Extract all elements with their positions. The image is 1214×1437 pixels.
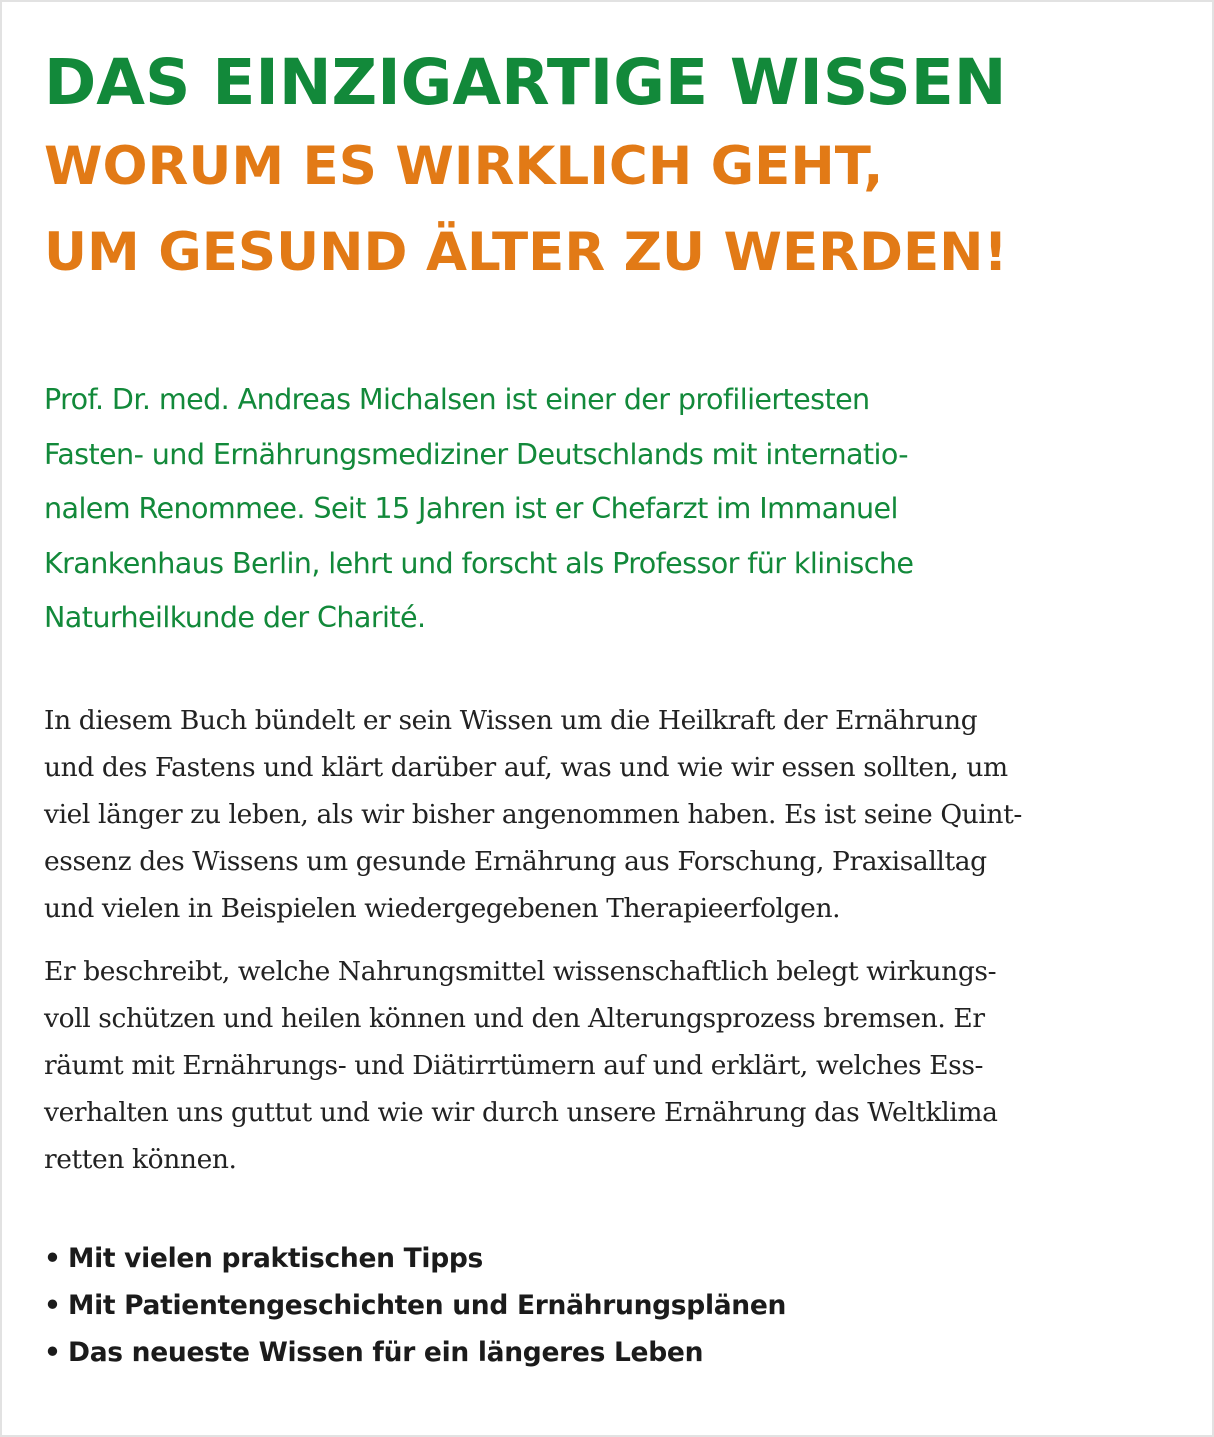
headline-secondary-line-2: UM GESUND ÄLTER ZU WERDEN!	[44, 222, 1008, 283]
bullet-marker: •	[44, 1289, 61, 1321]
description-line: voll schützen und heilen können und den Alterungsprozess bremsen. Er	[44, 1002, 985, 1034]
author-intro	[44, 372, 1174, 645]
author-intro-line: nalem Renommee. Seit 15 Jahren ist er Chefarzt im Immanuel	[44, 491, 898, 525]
description-line: Er beschreibt, welche Nahrungsmittel wissenschaftlich belegt wirkungs-	[44, 955, 997, 987]
description-line: viel länger zu leben, als wir bisher angenommen haben. Es ist seine Quint-	[44, 798, 1022, 830]
description-paragraph-2	[44, 948, 1174, 1183]
cover-text-block	[44, 42, 1174, 1376]
feature-bullet-item	[44, 1235, 1174, 1282]
description-line: und vielen in Beispielen wiedergegebenen Therapieerfolgen.	[44, 892, 841, 924]
author-intro-line: Fasten- und Ernährungsmediziner Deutschlands mit internatio-	[44, 436, 909, 471]
feature-bullet-item	[44, 1329, 1174, 1376]
description-line: und des Fastens und klärt darüber auf, was und wie wir essen sollten, um	[44, 751, 1008, 783]
description-line: essenz des Wissens um gesunde Ernährung aus Forschung, Praxisalltag	[44, 845, 987, 877]
bullet-marker: •	[44, 1242, 61, 1274]
author-intro-line: Prof. Dr. med. Andreas Michalsen ist einer der profiliertesten	[44, 382, 870, 416]
headline-secondary-line-1: WORUM ES WIRKLICH GEHT,	[44, 136, 884, 197]
description-paragraph-1	[44, 697, 1174, 932]
feature-bullet-text: Das neueste Wissen für ein längeres Leben	[68, 1336, 704, 1368]
description-line: räumt mit Ernährungs- und Diätirrtümern auf und erklärt, welches Ess-	[44, 1049, 984, 1081]
bullet-marker: •	[44, 1336, 61, 1368]
headline-primary: DAS EINZIGARTIGE WISSEN	[44, 46, 1007, 119]
author-intro-line: Naturheilkunde der Charité.	[44, 600, 426, 634]
feature-bullet-text: Mit Patientengeschichten und Ernährungsplänen	[68, 1289, 787, 1321]
feature-bullet-text: Mit vielen praktischen Tipps	[68, 1242, 484, 1274]
feature-bullet-list	[44, 1235, 1174, 1376]
description-line: verhalten uns guttut und wie wir durch unsere Ernährung das Weltklima	[44, 1096, 998, 1128]
feature-bullet-item	[44, 1282, 1174, 1329]
description-line: In diesem Buch bündelt er sein Wissen um die Heilkraft der Ernährung	[44, 704, 978, 736]
author-intro-line: Krankenhaus Berlin, lehrt und forscht als Professor für klinische	[44, 545, 914, 580]
description-line: retten können.	[44, 1143, 237, 1175]
